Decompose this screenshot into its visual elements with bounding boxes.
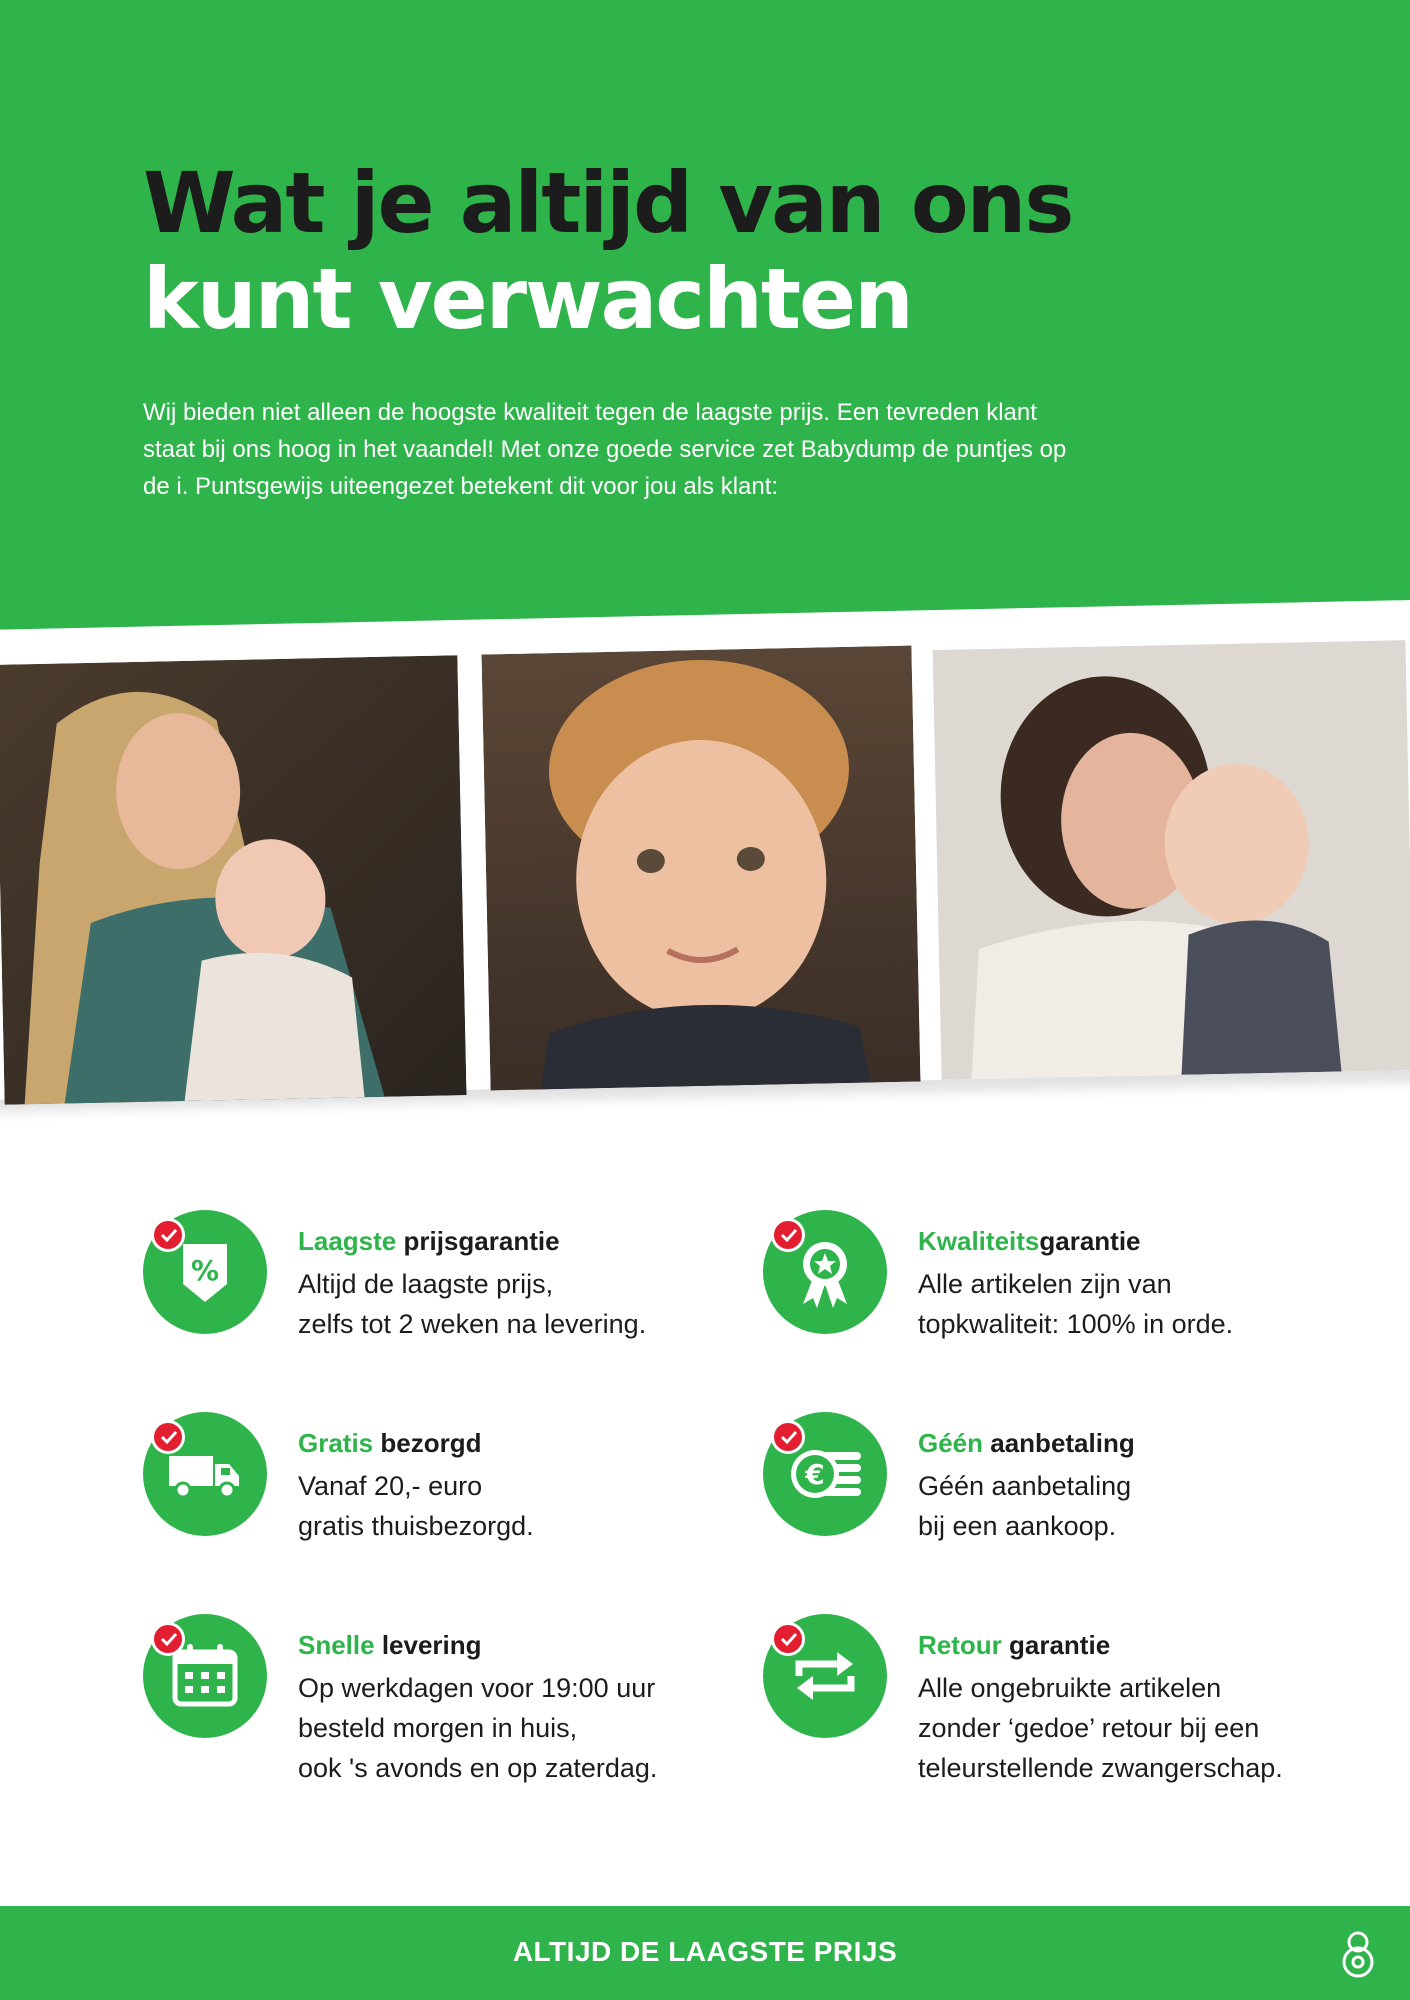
feature-icon-circle [763,1614,887,1738]
feature-title: Snelle levering [298,1630,482,1660]
checkmark-badge-icon [151,1420,185,1454]
headline-line-1: Wat je altijd van ons [143,154,1073,252]
checkmark-badge-icon [151,1622,185,1656]
headline [143,155,1072,347]
feature-icon-circle [763,1412,887,1536]
feature-icon-circle [143,1210,267,1334]
checkmark-badge-icon [771,1218,805,1252]
headline-line-2: kunt verwachten [143,250,912,348]
svg-text:€: € [805,1458,825,1491]
checkmark-badge-icon [771,1420,805,1454]
babydump-logo-icon [1338,1928,1378,1980]
feature-icon-circle [143,1614,267,1738]
photo-mother-holding-baby [933,640,1410,1080]
feature-title: Gratis bezorgd [298,1428,482,1458]
svg-text:%: % [190,1254,220,1287]
intro-line: Wij bieden niet alleen de hoogste kwaliteit tegen de laagste prijs. Een tevreden klant [143,399,1037,426]
checkmark-badge-icon [151,1218,185,1252]
photo-mother-with-baby [0,655,467,1105]
feature-description: Vanaf 20,- euro gratis thuisbezorgd. [298,1471,534,1541]
feature-title: Géén aanbetaling [918,1428,1135,1458]
intro-line: de i. Puntsgewijs uiteengezet betekent dit voor jou als klant: [143,473,779,500]
feature-title: Laagste prijsgarantie [298,1226,560,1256]
feature-description: Op werkdagen voor 19:00 uur besteld morgen in huis, ook 's avonds en op zaterdag. [298,1673,658,1783]
feature-icon-circle [143,1412,267,1536]
footer-bar [0,1906,1410,2000]
feature-description: Alle ongebruikte artikelen zonder ‘gedoe’ retour bij een teleurstellende zwangerschap. [918,1673,1283,1783]
feature-description: Géén aanbetaling bij een aankoop. [918,1471,1132,1541]
intro-line: staat bij ons hoog in het vaandel! Met onze goede service zet Babydump de puntjes op [143,436,1067,463]
feature-title: Retour garantie [918,1630,1111,1660]
feature-icon-circle [763,1210,887,1334]
checkmark-badge-icon [771,1622,805,1656]
features-section [0,1200,1410,1800]
feature-description: Altijd de laagste prijs, zelfs tot 2 weken na levering. [298,1269,647,1339]
intro-text [143,394,1203,505]
feature-title: Kwaliteitsgarantie [918,1226,1141,1256]
footer-slogan: ALTIJD DE LAAGSTE PRIJS [512,1936,898,1967]
photo-toddler [481,646,920,1091]
feature-description: Alle artikelen zijn van topkwaliteit: 100% in orde. [918,1269,1234,1339]
